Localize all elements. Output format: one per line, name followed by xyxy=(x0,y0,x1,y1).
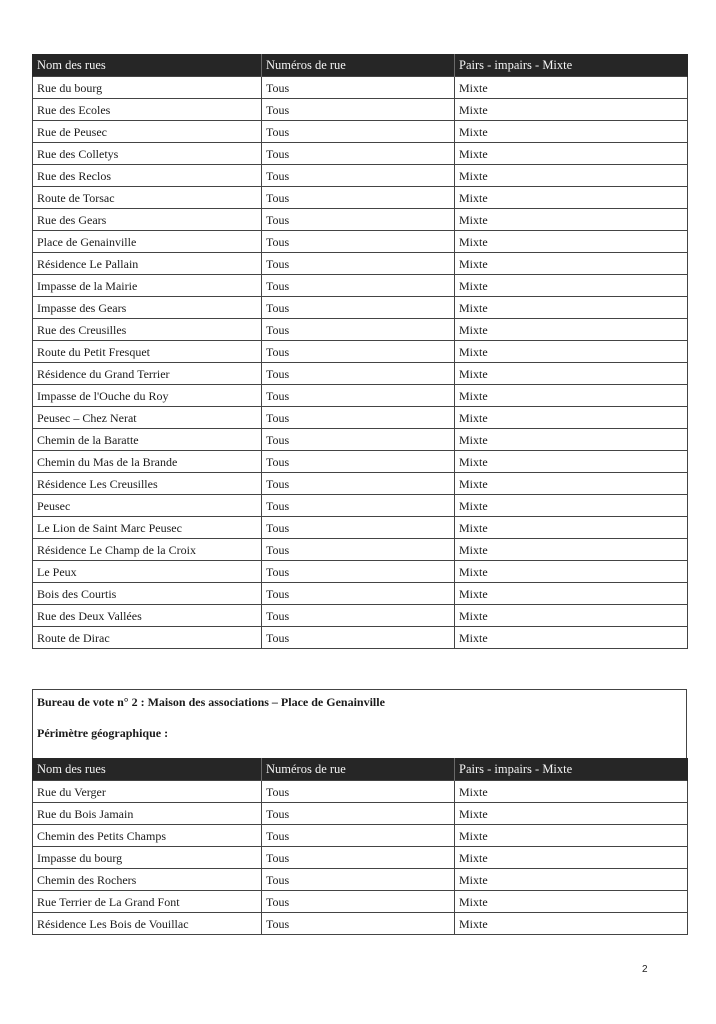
street-name-cell: Résidence du Grand Terrier xyxy=(33,363,262,385)
street-name-cell: Rue des Reclos xyxy=(33,165,262,187)
street-numbers-cell: Tous xyxy=(262,341,455,363)
street-numbers-cell: Tous xyxy=(262,231,455,253)
table-row xyxy=(33,847,688,869)
street-name-cell: Impasse du bourg xyxy=(33,847,262,869)
parity-cell: Mixte xyxy=(455,781,688,803)
parity-cell: Mixte xyxy=(455,473,688,495)
parity-cell: Mixte xyxy=(455,803,688,825)
parity-cell: Mixte xyxy=(455,385,688,407)
table-row xyxy=(33,187,688,209)
street-numbers-cell: Tous xyxy=(262,187,455,209)
street-name-cell: Rue du Bois Jamain xyxy=(33,803,262,825)
table-row xyxy=(33,143,688,165)
table-row xyxy=(33,473,688,495)
street-numbers-cell: Tous xyxy=(262,781,455,803)
street-name-cell: Peusec xyxy=(33,495,262,517)
street-name-cell: Chemin des Rochers xyxy=(33,869,262,891)
table-row xyxy=(33,627,688,649)
street-numbers-cell: Tous xyxy=(262,407,455,429)
street-numbers-cell: Tous xyxy=(262,539,455,561)
parity-cell: Mixte xyxy=(455,429,688,451)
street-numbers-cell: Tous xyxy=(262,77,455,99)
parity-cell: Mixte xyxy=(455,495,688,517)
street-name-cell: Le Peux xyxy=(33,561,262,583)
parity-cell: Mixte xyxy=(455,297,688,319)
table-row xyxy=(33,825,688,847)
parity-cell: Mixte xyxy=(455,275,688,297)
street-name-cell: Impasse de l'Ouche du Roy xyxy=(33,385,262,407)
street-name-cell: Route de Dirac xyxy=(33,627,262,649)
parity-cell: Mixte xyxy=(455,913,688,935)
table-header xyxy=(33,758,688,781)
street-numbers-cell: Tous xyxy=(262,605,455,627)
parity-cell: Mixte xyxy=(455,165,688,187)
table-row xyxy=(33,341,688,363)
street-name-cell: Rue des Ecoles xyxy=(33,99,262,121)
street-name-cell: Rue des Creusilles xyxy=(33,319,262,341)
parity-cell: Mixte xyxy=(455,253,688,275)
column-header-street-name: Nom des rues xyxy=(33,54,262,77)
parity-cell: Mixte xyxy=(455,363,688,385)
column-header-street-name: Nom des rues xyxy=(33,758,262,781)
street-name-cell: Peusec – Chez Nerat xyxy=(33,407,262,429)
street-numbers-cell: Tous xyxy=(262,429,455,451)
street-numbers-cell: Tous xyxy=(262,891,455,913)
street-name-cell: Résidence Le Champ de la Croix xyxy=(33,539,262,561)
parity-cell: Mixte xyxy=(455,99,688,121)
geographic-perimeter-label: Périmètre géographique : xyxy=(37,726,169,740)
column-header-street-numbers: Numéros de rue xyxy=(262,758,455,781)
parity-cell: Mixte xyxy=(455,319,688,341)
street-name-cell: Bois des Courtis xyxy=(33,583,262,605)
table-row xyxy=(33,209,688,231)
table-row xyxy=(33,77,688,99)
table-header xyxy=(33,54,688,77)
parity-cell: Mixte xyxy=(455,825,688,847)
street-name-cell: Rue du Verger xyxy=(33,781,262,803)
table-row xyxy=(33,451,688,473)
street-numbers-cell: Tous xyxy=(262,495,455,517)
street-numbers-cell: Tous xyxy=(262,847,455,869)
table-row xyxy=(33,253,688,275)
parity-cell: Mixte xyxy=(455,627,688,649)
street-name-cell: Route de Torsac xyxy=(33,187,262,209)
street-numbers-cell: Tous xyxy=(262,583,455,605)
parity-cell: Mixte xyxy=(455,341,688,363)
street-numbers-cell: Tous xyxy=(262,143,455,165)
table-row xyxy=(33,781,688,803)
parity-cell: Mixte xyxy=(455,121,688,143)
parity-cell: Mixte xyxy=(455,583,688,605)
street-numbers-cell: Tous xyxy=(262,165,455,187)
street-numbers-cell: Tous xyxy=(262,517,455,539)
street-name-cell: Résidence Les Bois de Vouillac xyxy=(33,913,262,935)
street-name-cell: Rue des Colletys xyxy=(33,143,262,165)
street-numbers-cell: Tous xyxy=(262,121,455,143)
street-numbers-cell: Tous xyxy=(262,451,455,473)
street-numbers-cell: Tous xyxy=(262,363,455,385)
column-header-parity: Pairs - impairs - Mixte xyxy=(455,758,688,781)
parity-cell: Mixte xyxy=(455,209,688,231)
table-row xyxy=(33,429,688,451)
table-row xyxy=(33,495,688,517)
polling-station-box xyxy=(32,689,687,758)
parity-cell: Mixte xyxy=(455,605,688,627)
table-row xyxy=(33,605,688,627)
street-numbers-cell: Tous xyxy=(262,869,455,891)
street-name-cell: Place de Genainville xyxy=(33,231,262,253)
header-row xyxy=(33,758,688,781)
table-row xyxy=(33,539,688,561)
column-header-street-numbers: Numéros de rue xyxy=(262,54,455,77)
street-name-cell: Rue de Peusec xyxy=(33,121,262,143)
streets-table-bureau-1 xyxy=(32,54,688,649)
table-row xyxy=(33,275,688,297)
street-numbers-cell: Tous xyxy=(262,319,455,341)
parity-cell: Mixte xyxy=(455,517,688,539)
street-numbers-cell: Tous xyxy=(262,825,455,847)
street-name-cell: Chemin des Petits Champs xyxy=(33,825,262,847)
table-body xyxy=(33,77,688,649)
parity-cell: Mixte xyxy=(455,847,688,869)
parity-cell: Mixte xyxy=(455,869,688,891)
street-numbers-cell: Tous xyxy=(262,297,455,319)
table-row xyxy=(33,121,688,143)
table-body xyxy=(33,781,688,935)
parity-cell: Mixte xyxy=(455,891,688,913)
table-row xyxy=(33,385,688,407)
street-name-cell: Rue du bourg xyxy=(33,77,262,99)
street-name-cell: Rue Terrier de La Grand Font xyxy=(33,891,262,913)
table-row xyxy=(33,99,688,121)
polling-station-title: Bureau de vote n° 2 : Maison des associations – Place de Genainville xyxy=(37,695,385,709)
street-numbers-cell: Tous xyxy=(262,803,455,825)
street-numbers-cell: Tous xyxy=(262,275,455,297)
column-header-parity: Pairs - impairs - Mixte xyxy=(455,54,688,77)
street-name-cell: Rue des Deux Vallées xyxy=(33,605,262,627)
street-name-cell: Impasse des Gears xyxy=(33,297,262,319)
parity-cell: Mixte xyxy=(455,187,688,209)
header-row xyxy=(33,54,688,77)
page-number: 2 xyxy=(642,964,648,975)
street-name-cell: Chemin du Mas de la Brande xyxy=(33,451,262,473)
street-numbers-cell: Tous xyxy=(262,99,455,121)
parity-cell: Mixte xyxy=(455,451,688,473)
street-name-cell: Résidence Le Pallain xyxy=(33,253,262,275)
table-row xyxy=(33,913,688,935)
table-row xyxy=(33,165,688,187)
street-numbers-cell: Tous xyxy=(262,913,455,935)
street-name-cell: Impasse de la Mairie xyxy=(33,275,262,297)
street-name-cell: Rue des Gears xyxy=(33,209,262,231)
table-row xyxy=(33,407,688,429)
table-row xyxy=(33,517,688,539)
table-row xyxy=(33,891,688,913)
table-row xyxy=(33,561,688,583)
table-row xyxy=(33,869,688,891)
parity-cell: Mixte xyxy=(455,77,688,99)
street-numbers-cell: Tous xyxy=(262,209,455,231)
parity-cell: Mixte xyxy=(455,231,688,253)
street-numbers-cell: Tous xyxy=(262,385,455,407)
street-numbers-cell: Tous xyxy=(262,253,455,275)
parity-cell: Mixte xyxy=(455,407,688,429)
street-numbers-cell: Tous xyxy=(262,473,455,495)
table-row xyxy=(33,231,688,253)
parity-cell: Mixte xyxy=(455,143,688,165)
table-row xyxy=(33,319,688,341)
street-name-cell: Route du Petit Fresquet xyxy=(33,341,262,363)
table-row xyxy=(33,583,688,605)
street-name-cell: Chemin de la Baratte xyxy=(33,429,262,451)
street-numbers-cell: Tous xyxy=(262,561,455,583)
parity-cell: Mixte xyxy=(455,539,688,561)
street-name-cell: Le Lion de Saint Marc Peusec xyxy=(33,517,262,539)
table-row xyxy=(33,363,688,385)
table-row xyxy=(33,297,688,319)
table-row xyxy=(33,803,688,825)
street-name-cell: Résidence Les Creusilles xyxy=(33,473,262,495)
parity-cell: Mixte xyxy=(455,561,688,583)
street-numbers-cell: Tous xyxy=(262,627,455,649)
streets-table-bureau-2 xyxy=(32,758,688,935)
